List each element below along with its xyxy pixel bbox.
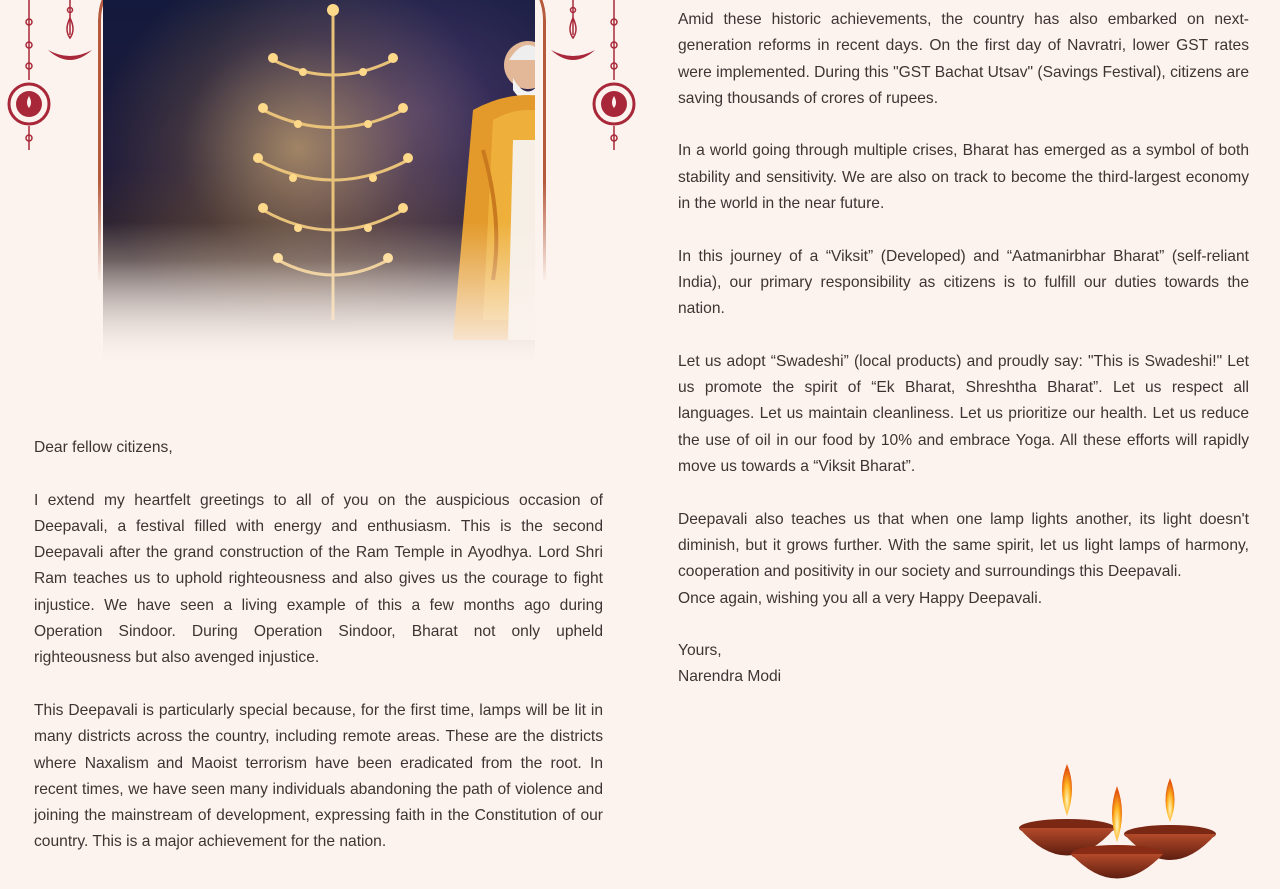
header-photo <box>103 0 535 372</box>
letter-paragraph: Amid these historic achievements, the country has also embarked on next-generation reforms in recent days. On the first day of Navratri, lower GST rates were implemented. During this "GST Bachat Utsav" (Savings Festival), citizens are saving thousands of crores of rupees. <box>678 11 1249 107</box>
letter-paragraph: Deepavali also teaches us that when one lamp lights another, its light doesn't diminish, but it grows further. With the same spirit, let us light lamps of harmony, cooperation and positivity in our society and surroundings this Deepavali. <box>678 510 1249 581</box>
signoff: Yours, <box>678 642 722 660</box>
letter-right-column <box>678 7 1249 691</box>
final-wish: Once again, wishing you all a very Happy Deepavali. <box>678 589 1043 607</box>
hanging-diya-ornament-icon <box>4 0 104 155</box>
letter-paragraph: Let us adopt “Swadeshi” (local products) and proudly say: "This is Swadeshi!" Let us promote the spirit of “Ek Bharat, Shreshtha Bharat”. Let us respect all languages. Let us maintain cleanliness. Let us prioritize our health. Let us reduce the use of oil in our food by 10% and embrace Yoga. All these efforts will rapidly move us towards a “Viksit Bharat”. <box>678 352 1249 476</box>
letter-left-column <box>34 435 603 856</box>
letter-paragraph: In a world going through multiple crises, Bharat has emerged as a symbol of both stability and sensitivity. We are also on track to become the third-largest economy in the world in the near future. <box>678 142 1249 213</box>
letter-paragraph: This Deepavali is particularly special because, for the first time, lamps will be lit in many districts across the country, including remote areas. These are the districts where Naxalism and Maoist terrorism have been eradicated from the root. In recent times, we have seen many individuals abandoning the path of violence and joining the mainstream of development, expressing faith in the Constitution of our country. This is a major achievement for the nation. <box>34 701 603 851</box>
photo-fade-overlay <box>103 222 535 372</box>
signature: Narendra Modi <box>678 668 782 686</box>
letter-paragraph: In this journey of a “Viksit” (Developed) and “Aatmanirbhar Bharat” (self-reliant India), our primary responsibility as citizens is to fulfill our duties towards the nation. <box>678 247 1249 318</box>
hanging-diya-ornament-icon <box>540 0 640 155</box>
letter-paragraph: I extend my heartfelt greetings to all of you on the auspicious occasion of Deepavali, a festival filled with energy and enthusiasm. This is the second Deepavali after the grand construction of the Ram Temple in Ayodhya. Lord Shri Ram teaches us to uphold righteousness and also gives us the courage to fight injustice. We have seen a living example of this a few months ago during Operation Sindoor. During Operation Sindoor, Bharat not only upheld righteousness but also avenged injustice. <box>34 491 603 667</box>
oil-lamp-diya-icon <box>1010 758 1240 889</box>
salutation: Dear fellow citizens, <box>34 439 173 456</box>
